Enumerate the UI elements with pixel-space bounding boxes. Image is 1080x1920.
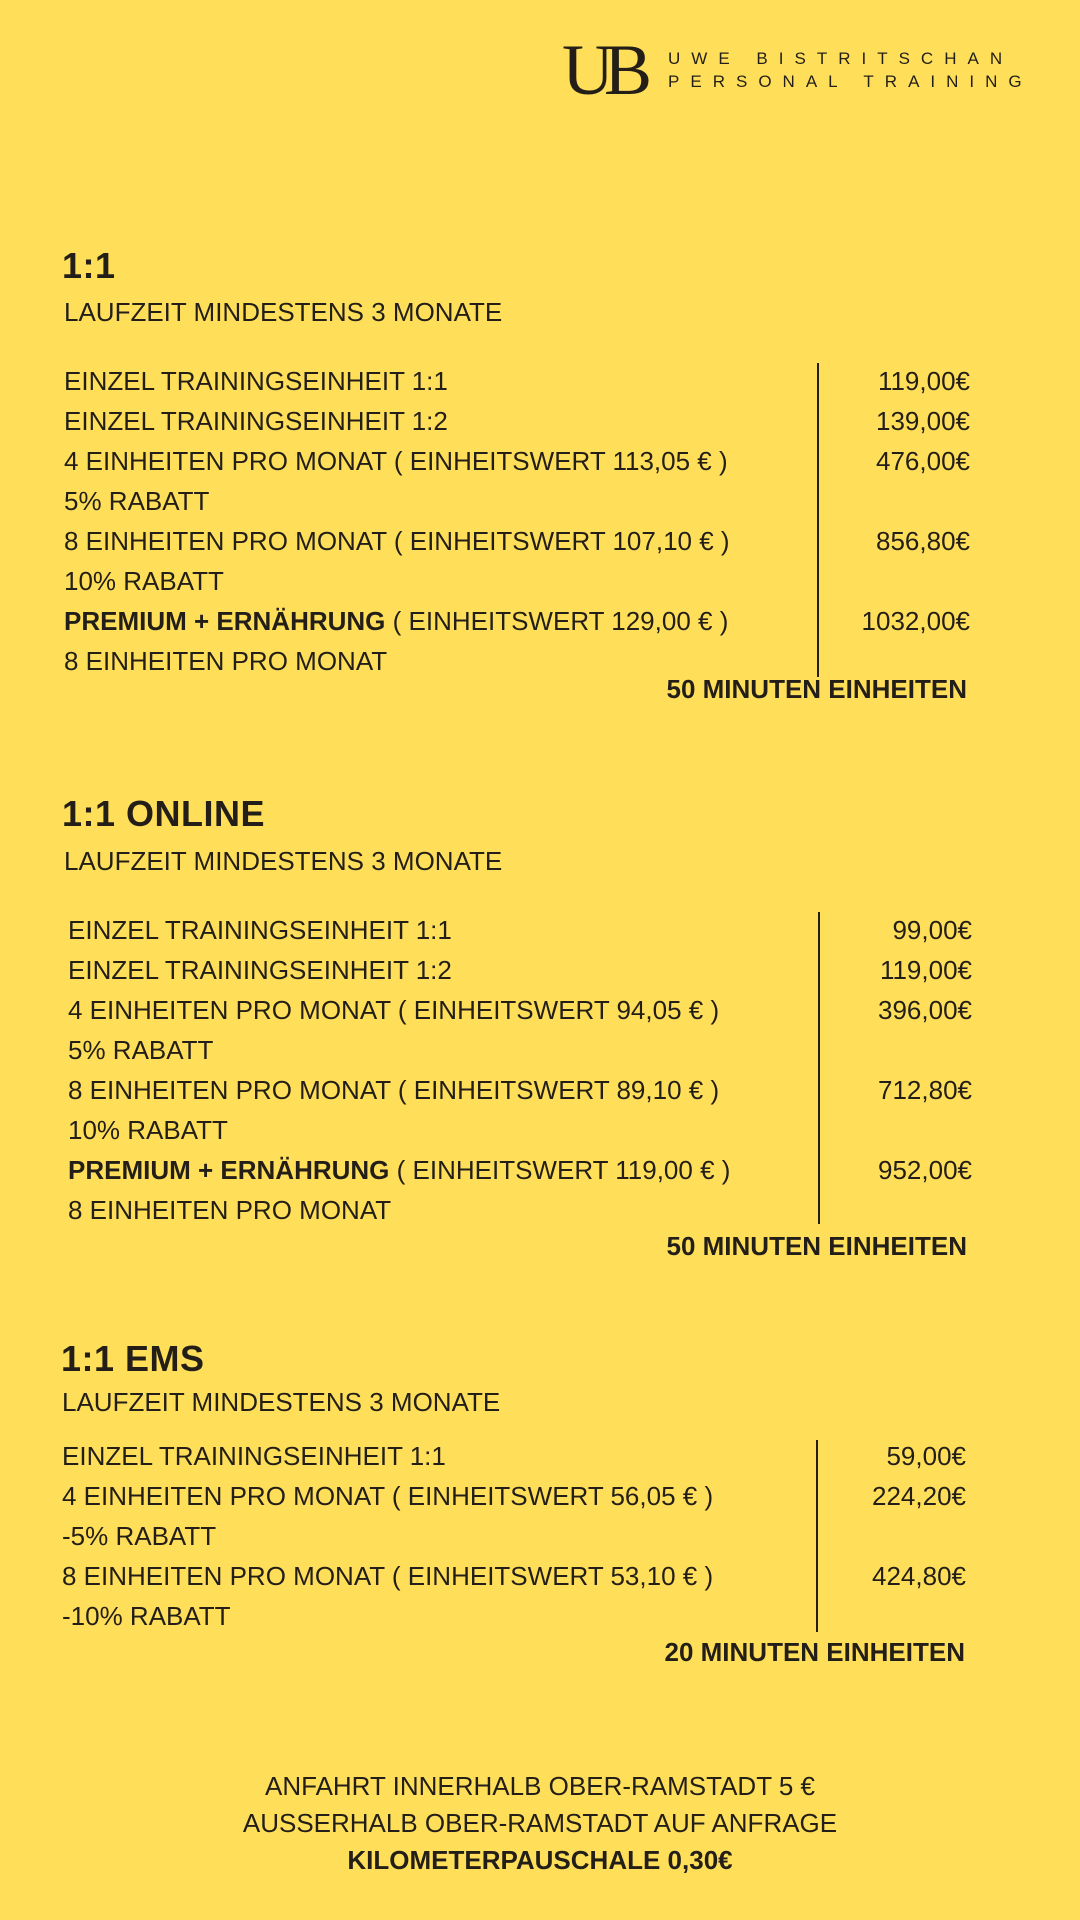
row-price: 952,00€ bbox=[878, 1155, 972, 1185]
column-divider bbox=[816, 1440, 818, 1632]
price-row bbox=[64, 441, 970, 481]
row-label: 8 EINHEITEN PRO MONAT ( EINHEITSWERT 53,10 € ) bbox=[62, 1561, 714, 1591]
row-price: 119,00€ bbox=[879, 955, 972, 985]
row-price: 224,20€ bbox=[872, 1481, 966, 1511]
section-subtitle: LAUFZEIT MINDESTENS 3 MONATE bbox=[62, 1387, 501, 1417]
row-price: 476,00€ bbox=[876, 446, 970, 476]
row-label: EINZEL TRAININGSEINHEIT 1:1 bbox=[68, 915, 452, 945]
price-row bbox=[68, 1150, 972, 1190]
row-label: EINZEL TRAININGSEINHEIT 1:2 bbox=[68, 955, 452, 985]
row-label: -10% RABATT bbox=[62, 1601, 231, 1631]
row-label: 5% RABATT bbox=[64, 486, 210, 516]
brand-logo bbox=[562, 30, 1033, 110]
mileage-rate: KILOMETERPAUSCHALE 0,30€ bbox=[347, 1845, 733, 1875]
row-label: 4 EINHEITEN PRO MONAT ( EINHEITSWERT 94,05 € ) bbox=[68, 995, 720, 1025]
row-label: 5% RABATT bbox=[68, 1035, 214, 1065]
price-row bbox=[62, 1436, 966, 1476]
duration-note: 50 MINUTEN EINHEITEN bbox=[666, 674, 967, 704]
price-row bbox=[62, 1516, 966, 1556]
travel-info bbox=[0, 1768, 1080, 1879]
row-label: 8 EINHEITEN PRO MONAT bbox=[64, 646, 388, 676]
duration-note: 50 MINUTEN EINHEITEN bbox=[666, 1231, 967, 1261]
price-row bbox=[64, 601, 970, 641]
row-label: 8 EINHEITEN PRO MONAT bbox=[68, 1195, 392, 1225]
row-label bbox=[64, 601, 728, 641]
price-list bbox=[64, 361, 970, 681]
logo-tagline: PERSONAL TRAINING bbox=[668, 71, 1033, 91]
row-label-rest: ( EINHEITSWERT 129,00 € ) bbox=[385, 606, 729, 636]
price-row bbox=[64, 561, 970, 601]
row-label: 10% RABATT bbox=[68, 1115, 228, 1145]
row-label: 8 EINHEITEN PRO MONAT ( EINHEITSWERT 89,10 € ) bbox=[68, 1075, 720, 1105]
row-label: EINZEL TRAININGSEINHEIT 1:1 bbox=[62, 1441, 446, 1471]
logo-name: UWE BISTRITSCHAN bbox=[668, 48, 1014, 68]
column-divider bbox=[818, 912, 820, 1224]
row-label: EINZEL TRAININGSEINHEIT 1:2 bbox=[64, 406, 448, 436]
travel-outside: AUSSERHALB OBER-RAMSTADT AUF ANFRAGE bbox=[242, 1808, 838, 1838]
row-price: 1032,00€ bbox=[861, 606, 970, 636]
price-row bbox=[68, 990, 972, 1030]
section-title: 1:1 EMS bbox=[61, 1338, 205, 1379]
price-row bbox=[68, 1070, 972, 1110]
price-row bbox=[64, 361, 970, 401]
row-label: 10% RABATT bbox=[64, 566, 224, 596]
row-price: 424,80€ bbox=[872, 1561, 966, 1591]
section-subtitle: LAUFZEIT MINDESTENS 3 MONATE bbox=[64, 846, 503, 876]
row-price: 59,00€ bbox=[886, 1441, 966, 1471]
section-title: 1:1 ONLINE bbox=[62, 793, 266, 834]
section-title: 1:1 bbox=[62, 245, 116, 286]
price-list bbox=[62, 1436, 966, 1636]
row-price: 99,00€ bbox=[892, 915, 972, 945]
row-price: 856,80€ bbox=[876, 526, 970, 556]
row-label: 4 EINHEITEN PRO MONAT ( EINHEITSWERT 113,05 € ) bbox=[64, 446, 728, 476]
price-row bbox=[64, 401, 970, 441]
row-price: 712,80€ bbox=[878, 1075, 972, 1105]
price-row bbox=[62, 1556, 966, 1596]
row-price: 119,00€ bbox=[877, 366, 970, 396]
row-label: EINZEL TRAININGSEINHEIT 1:1 bbox=[64, 366, 448, 396]
travel-inside: ANFAHRT INNERHALB OBER-RAMSTADT 5 € bbox=[265, 1771, 815, 1801]
price-row bbox=[68, 950, 972, 990]
price-list bbox=[68, 910, 972, 1230]
price-row bbox=[68, 1110, 972, 1150]
price-row bbox=[64, 521, 970, 561]
row-label-bold: PREMIUM + ERNÄHRUNG bbox=[68, 1155, 390, 1185]
row-price: 396,00€ bbox=[878, 995, 972, 1025]
row-label-bold: PREMIUM + ERNÄHRUNG bbox=[64, 606, 386, 636]
price-row bbox=[68, 910, 972, 950]
price-row bbox=[68, 1190, 972, 1230]
price-row bbox=[62, 1476, 966, 1516]
price-row bbox=[68, 1030, 972, 1070]
row-label: -5% RABATT bbox=[62, 1521, 217, 1551]
row-label-rest: ( EINHEITSWERT 119,00 € ) bbox=[389, 1155, 731, 1185]
row-label: 4 EINHEITEN PRO MONAT ( EINHEITSWERT 56,05 € ) bbox=[62, 1481, 714, 1511]
logo-mark: UB bbox=[562, 30, 643, 110]
row-label: 8 EINHEITEN PRO MONAT ( EINHEITSWERT 107,10 € ) bbox=[64, 526, 730, 556]
logo-text bbox=[668, 49, 1033, 92]
row-label bbox=[68, 1150, 730, 1190]
section-subtitle: LAUFZEIT MINDESTENS 3 MONATE bbox=[64, 297, 503, 327]
row-price: 139,00€ bbox=[876, 406, 970, 436]
duration-note: 20 MINUTEN EINHEITEN bbox=[664, 1637, 965, 1667]
price-row bbox=[62, 1596, 966, 1636]
price-row bbox=[64, 481, 970, 521]
column-divider bbox=[817, 363, 819, 677]
